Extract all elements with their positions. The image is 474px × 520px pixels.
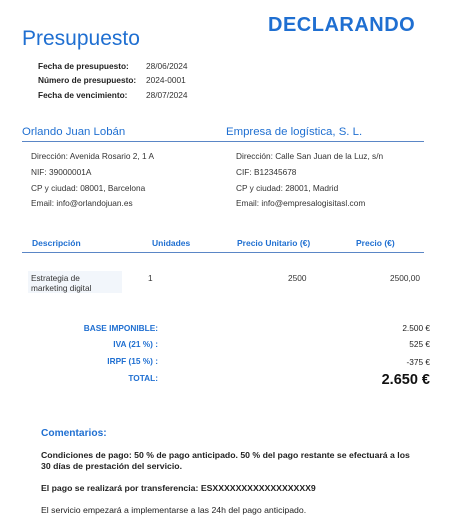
due-date-label: Fecha de vencimiento:: [38, 90, 128, 100]
issuer-city: CP y ciudad: 08001, Barcelona: [31, 183, 146, 193]
iva-value: 525 €: [409, 339, 430, 349]
irpf-value: -375 €: [406, 357, 430, 367]
row-description-line1: Estrategia de: [31, 273, 80, 283]
party-divider: [22, 141, 424, 142]
iva-label: IVA (21 %) :: [113, 339, 158, 349]
table-header-divider: [22, 252, 424, 253]
brand-logo: DECLARANDO: [268, 14, 416, 36]
base-label: BASE IMPONIBLE:: [83, 323, 158, 333]
service-start-note: El servicio empezará a implementarse a las 24h del pago anticipado.: [41, 505, 307, 515]
issuer-nif: NIF: 39000001A: [31, 167, 92, 177]
budget-date-label: Fecha de presupuesto:: [38, 61, 129, 71]
row-description-line2: marketing digital: [31, 283, 92, 293]
client-cif: CIF: B12345678: [236, 167, 297, 177]
transfer-info: El pago se realizará por transferencia: ESXXXXXXXXXXXXXXXXX9: [41, 483, 316, 493]
document-title: Presupuesto: [22, 27, 140, 50]
budget-number-label: Número de presupuesto:: [38, 75, 137, 85]
issuer-address: Dirección: Avenida Rosario 2, 1 A: [31, 151, 154, 161]
issuer-name: Orlando Juan Lobán: [22, 126, 126, 138]
row-unit-price: 2500: [288, 273, 307, 283]
client-email: Email: info@empresalogisitasl.com: [236, 198, 366, 208]
col-header-units: Unidades: [152, 238, 191, 248]
due-date-value: 28/07/2024: [146, 90, 188, 100]
row-units: 1: [148, 273, 153, 283]
budget-date-value: 28/06/2024: [146, 61, 188, 71]
col-header-price: Precio (€): [356, 238, 395, 248]
irpf-label: IRPF (15 %) :: [107, 356, 158, 366]
issuer-email: Email: info@orlandojuan.es: [31, 198, 133, 208]
client-name: Empresa de logística, S. L.: [226, 126, 363, 138]
col-header-description: Descripción: [32, 238, 81, 248]
payment-conditions-line2: 30 días de prestación del servicio.: [41, 461, 182, 471]
budget-number-value: 2024-0001: [146, 75, 186, 85]
row-price: 2500,00: [390, 273, 420, 283]
payment-conditions-line1: Condiciones de pago: 50 % de pago anticipado. 50 % del pago restante se efectuará a los: [41, 450, 410, 460]
total-value: 2.650 €: [381, 372, 430, 388]
client-address: Dirección: Calle San Juan de la Luz, s/n: [236, 151, 384, 161]
total-label: TOTAL:: [128, 373, 158, 383]
comments-title: Comentarios:: [41, 428, 107, 439]
col-header-unit-price: Precio Unitario (€): [237, 238, 311, 248]
client-city: CP y ciudad: 28001, Madrid: [236, 183, 339, 193]
base-value: 2.500 €: [402, 323, 430, 333]
